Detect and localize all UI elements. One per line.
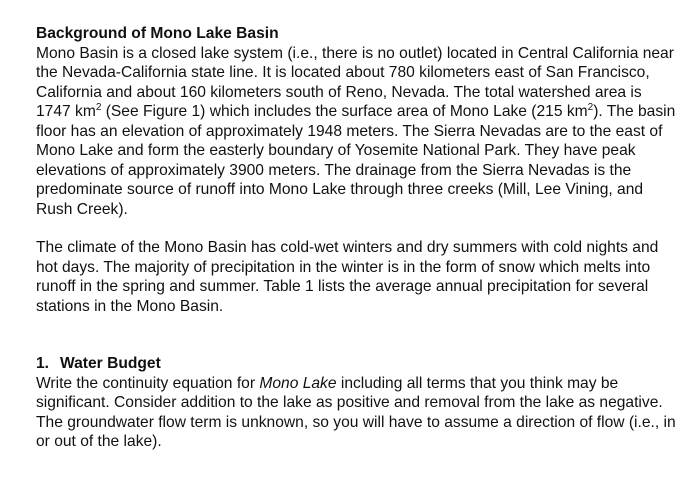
paragraph-1-text-a: Mono Basin is a closed lake system (i.e., there is no outlet) located in Central California near the Nevada-California state line. It is located about 780 kilometers east of San Francisco, California and about 160 kilometers south of Reno, Nevada. The total watershed area is 1747 km (36, 44, 674, 120)
document-body (36, 24, 676, 452)
mono-lake-italic: Mono Lake (259, 374, 337, 392)
water-budget-paragraph (36, 374, 676, 452)
section-title: Water Budget (60, 355, 161, 372)
section-number: 1. (36, 355, 50, 372)
water-budget-heading (36, 354, 676, 374)
background-paragraph-1 (36, 44, 676, 220)
superscript-2: 2 (95, 101, 102, 113)
background-paragraph-2: The climate of the Mono Basin has cold-wet winters and dry summers with cold nights and hot days. The majority of precipitation in the winter is in the form of snow which melts into runoff in the spring and summer. Table 1 lists the average annual precipitation for several stations in the Mono Basin. (36, 239, 659, 315)
superscript-2: 2 (587, 101, 594, 113)
section-spacer (36, 316, 676, 354)
paragraph-spacer (36, 219, 676, 238)
paragraph-1-text-b: (See Figure 1) which includes the surface area of Mono Lake (215 km (101, 103, 588, 120)
water-budget-text-a: Write the continuity equation for (36, 374, 260, 392)
paragraph-1-text-c: ). The basin floor has an elevation of approximately 1948 meters. The Sierra Nevadas are to the east of Mono Lake and form the easterly boundary of Yosemite National Park. They have peak elevations of approximately 3900 meters. The drainage from the Sierra Nevadas is the predominate source of runoff into Mono Lake through three creeks (Mill, Lee Vining, and Rush Creek). (36, 103, 676, 218)
water-budget-text-b: including all terms that you think may be significant. Consider addition to the lake as positive and removal from the lake as negative. The groundwater flow term is unknown, so you will have to assume a direction of flow (i.e., in or out of the lake). (36, 374, 676, 450)
background-heading: Background of Mono Lake Basin (36, 25, 279, 42)
